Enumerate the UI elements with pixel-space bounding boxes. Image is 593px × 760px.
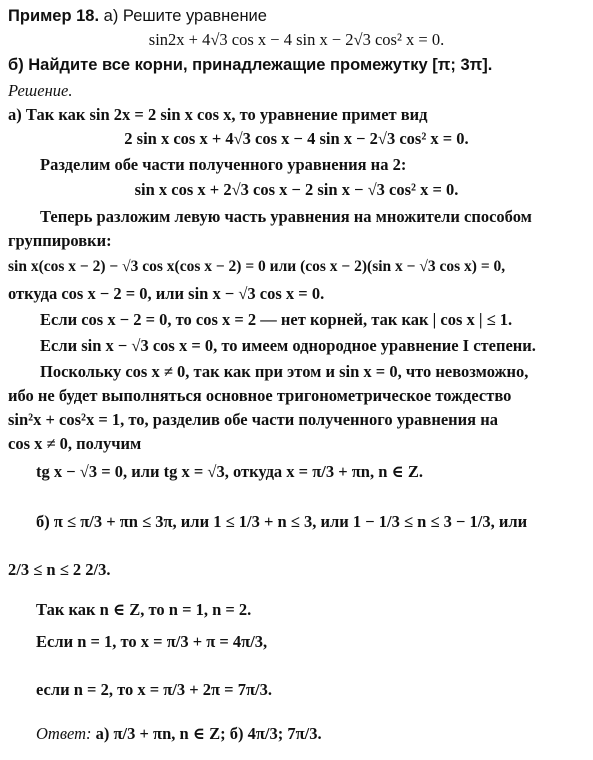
solution-line: а) Так как sin 2x = 2 sin x cos x, то уравнение примет вид xyxy=(8,105,428,124)
solution-line: Так как n ∈ Z, то n = 1, n = 2. xyxy=(36,600,252,619)
solution-equation: tg x − √3 = 0, или tg x = √3, откуда x = π/3 + πn, n ∈ Z. xyxy=(36,462,423,481)
solution-line: Если sin x − √3 cos x = 0, то имеем однородное уравнение I степени. xyxy=(40,336,536,355)
solution-equation: б) π ≤ π/3 + πn ≤ 3π, или 1 ≤ 1/3 + n ≤ 3, или 1 − 1/3 ≤ n ≤ 3 − 1/3, или xyxy=(36,512,528,531)
solution-equation: 2 sin x cos x + 4√3 cos x − 4 sin x − 2√3 cos² x = 0. xyxy=(124,129,469,148)
solution-equation: sin x cos x + 2√3 cos x − 2 sin x − √3 cos² x = 0. xyxy=(134,180,459,199)
solution-line: cos x ≠ 0, получим xyxy=(8,434,142,453)
solution-equation: sin x(cos x − 2) − √3 cos x(cos x − 2) = 0 или (cos x − 2)(sin x − √3 cos x) = 0, xyxy=(8,258,506,275)
solution-line: Поскольку cos x ≠ 0, так как при этом и sin x = 0, что невозможно, xyxy=(40,362,529,381)
solution-equation: если n = 2, то x = π/3 + 2π = 7π/3. xyxy=(36,680,272,699)
solution-line: откуда cos x − 2 = 0, или sin x − √3 cos x = 0. xyxy=(8,284,325,303)
example-heading xyxy=(8,6,267,26)
answer-line xyxy=(36,724,322,744)
solution-line: ибо не будет выполняться основное тригонометрическое тождество xyxy=(8,386,512,405)
problem-equation: sin2x + 4√3 cos x − 4 sin x − 2√3 cos² x = 0. xyxy=(148,30,445,49)
solution-equation: 2/3 ≤ n ≤ 2 2/3. xyxy=(8,560,111,579)
solution-line: sin²x + cos²x = 1, то, разделив обе части полученного уравнения на xyxy=(8,410,498,429)
part-b-prompt: б) Найдите все корни, принадлежащие промежутку [π; 3π]. xyxy=(8,56,493,74)
part-a-prompt: а) Решите уравнение xyxy=(103,7,267,25)
solution-equation: Если n = 1, то x = π/3 + π = 4π/3, xyxy=(36,632,268,651)
solution-label: Решение. xyxy=(8,81,73,100)
answer-value: а) π/3 + πn, n ∈ Z; б) 4π/3; 7π/3. xyxy=(95,724,322,743)
example-label: Пример 18. xyxy=(8,7,100,25)
answer-label: Ответ: xyxy=(36,724,92,743)
solution-line: Если cos x − 2 = 0, то cos x = 2 — нет корней, так как | cos x | ≤ 1. xyxy=(40,310,513,329)
solution-line: Разделим обе части полученного уравнения на 2: xyxy=(40,155,407,174)
solution-line: Теперь разложим левую часть уравнения на множители способом xyxy=(40,207,532,226)
solution-line: группировки: xyxy=(8,231,112,250)
